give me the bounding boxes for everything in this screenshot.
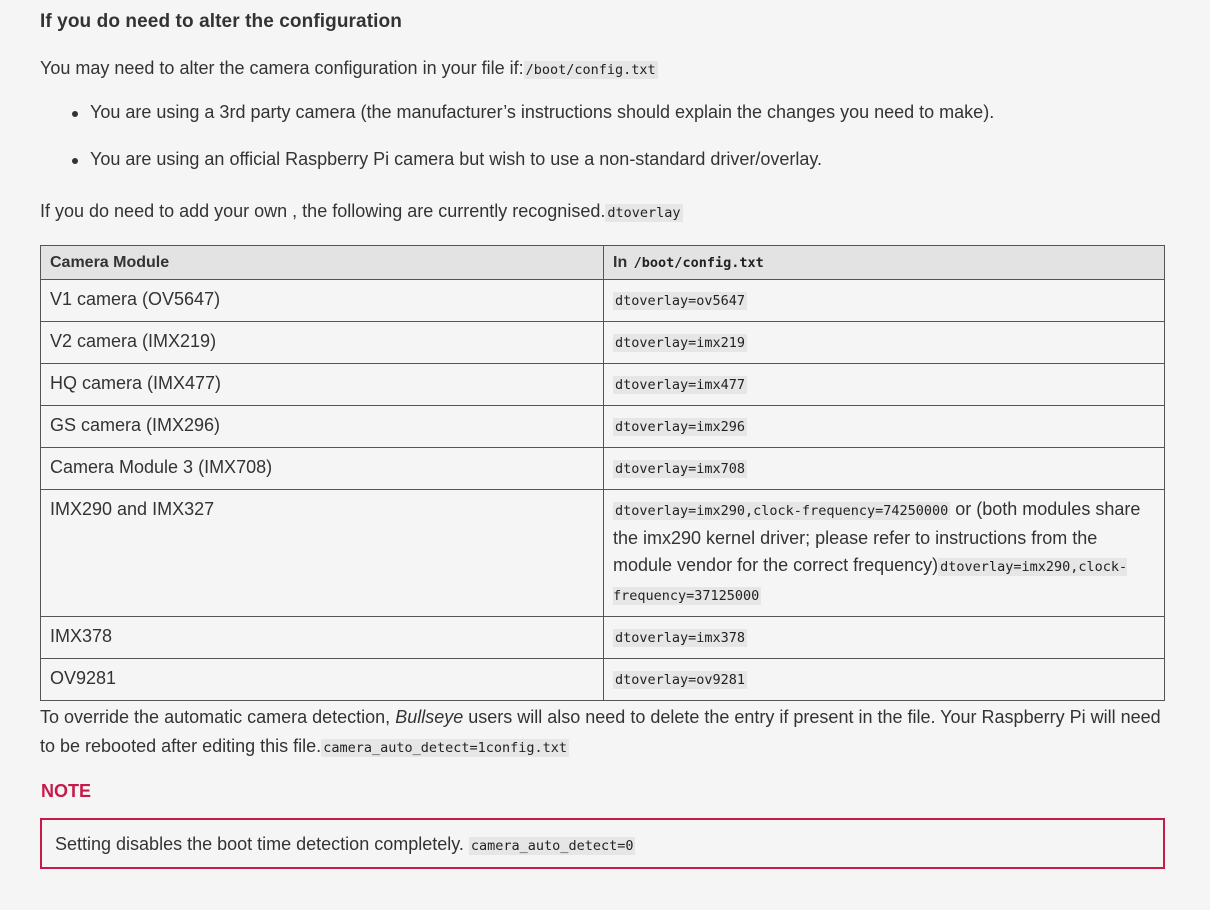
overlay-code: dtoverlay=imx708 (615, 461, 746, 477)
overlay-note: or (both modules share the imx290 kernel driver; please refer to instructions from the module vendor for the correct frequency) (613, 499, 1141, 575)
table-row (41, 406, 1165, 448)
intro-paragraph (40, 54, 658, 85)
header-config (604, 246, 1165, 280)
camera-overlay-table (40, 245, 1165, 701)
overlay-code: dtoverlay=ov9281 (615, 672, 746, 688)
list-item: You are using a 3rd party camera (the manufacturer’s instructions should explain the changes you need to make). (90, 98, 994, 145)
table-row (41, 280, 1165, 322)
cell-overlay (604, 406, 1165, 448)
cell-module: V1 camera (OV5647) (41, 280, 604, 322)
conditions-list (40, 98, 994, 192)
table-row (41, 659, 1165, 701)
override-paragraph (40, 703, 1165, 763)
cell-module: V2 camera (IMX219) (41, 322, 604, 364)
table-row (41, 490, 1165, 617)
note-text: Setting disables the boot time detection completely. (55, 834, 469, 854)
overlay-code-alt: dtoverlay=imx290,clock-frequency=37125000 (613, 559, 1128, 604)
overlay-code: dtoverlay=imx219 (615, 335, 746, 351)
note-box (40, 818, 1165, 869)
cell-module: GS camera (IMX296) (41, 406, 604, 448)
table-row (41, 448, 1165, 490)
note-label: NOTE (41, 781, 92, 801)
cell-module: HQ camera (IMX477) (41, 364, 604, 406)
cell-overlay (604, 448, 1165, 490)
cell-overlay (604, 659, 1165, 701)
override-emphasis: Bullseye (395, 707, 464, 727)
overlay-code: dtoverlay=imx477 (615, 377, 746, 393)
cell-module: OV9281 (41, 659, 604, 701)
cell-module: Camera Module 3 (IMX708) (41, 448, 604, 490)
list-item: You are using an official Raspberry Pi camera but wish to use a non-standard driver/overlay. (90, 145, 994, 192)
recognised-paragraph (40, 197, 683, 228)
cell-overlay (604, 617, 1165, 659)
recognised-code: dtoverlay (607, 205, 681, 221)
table-row (41, 364, 1165, 406)
cell-overlay (604, 280, 1165, 322)
overlay-code: dtoverlay=imx296 (615, 419, 746, 435)
cell-module: IMX378 (41, 617, 604, 659)
header-in: In (613, 253, 628, 271)
overlay-code: dtoverlay=imx290,clock-frequency=74250000 (615, 503, 949, 519)
cell-overlay (604, 322, 1165, 364)
recognised-text: If you do need to add your own , the following are currently recognised. (40, 201, 606, 221)
note-code: camera_auto_detect=0 (470, 838, 634, 854)
table-header-row (41, 246, 1165, 280)
intro-text: You may need to alter the camera configuration in your file if: (40, 58, 524, 78)
override-text-a: To override the automatic camera detection, (40, 707, 396, 727)
table-row (41, 322, 1165, 364)
table-row (41, 617, 1165, 659)
intro-code: /boot/config.txt (525, 62, 656, 78)
section-heading: If you do need to alter the configuration (40, 11, 402, 32)
override-text-b: users will also need to delete the entry if present in the file. Your Raspberry Pi will need to be rebooted after editing this file. (40, 707, 1161, 756)
header-config-code: /boot/config.txt (633, 254, 764, 271)
overlay-code: dtoverlay=ov5647 (615, 293, 746, 309)
cell-overlay (604, 490, 1165, 617)
override-code: camera_auto_detect=1config.txt (323, 740, 568, 756)
cell-module: IMX290 and IMX327 (41, 490, 604, 617)
header-camera-module: Camera Module (41, 246, 604, 280)
overlay-code: dtoverlay=imx378 (615, 630, 746, 646)
cell-overlay (604, 364, 1165, 406)
